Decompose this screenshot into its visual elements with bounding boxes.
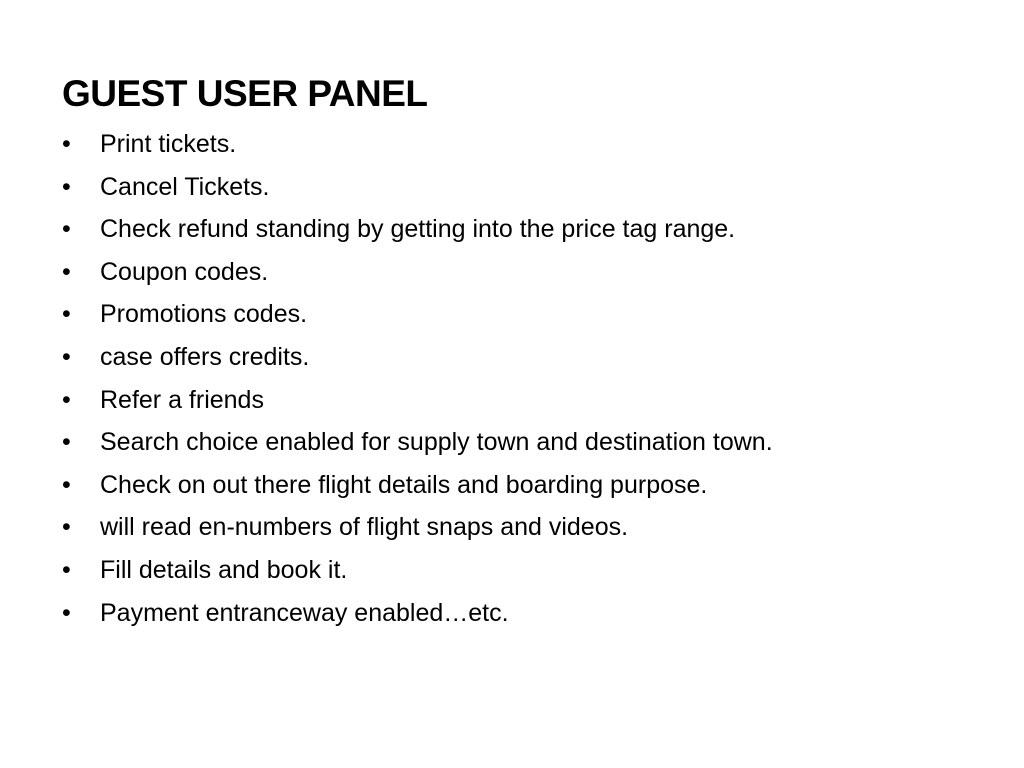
list-item: [62, 127, 962, 161]
list-item: [62, 596, 962, 630]
list-item: [62, 255, 962, 289]
list-item: [62, 340, 962, 374]
slide-title: GUEST USER PANEL: [62, 73, 428, 114]
list-item-text: Refer a friends: [100, 385, 264, 414]
list-item: [62, 510, 962, 544]
list-item: [62, 553, 962, 587]
list-item-text: Search choice enabled for supply town and destination town.: [100, 428, 773, 457]
list-item: [62, 212, 962, 246]
bullet-icon: •: [62, 130, 71, 158]
bullet-icon: •: [62, 215, 71, 244]
bullet-icon: •: [62, 470, 71, 499]
list-item-text: case offers credits.: [100, 342, 310, 371]
list-item-text: Fill details and book it.: [100, 555, 348, 584]
bullet-list: [62, 127, 962, 638]
list-item-text: Payment entranceway enabled…etc.: [100, 598, 509, 627]
list-item-text: Print tickets.: [100, 130, 237, 158]
bullet-icon: •: [62, 385, 71, 414]
list-item: [62, 170, 962, 204]
bullet-icon: •: [62, 300, 71, 329]
list-item: [62, 425, 962, 459]
list-item-text: Cancel Tickets.: [100, 172, 270, 201]
bullet-icon: •: [62, 342, 71, 371]
bullet-icon: •: [62, 172, 71, 201]
list-item: [62, 297, 962, 331]
bullet-icon: •: [62, 513, 71, 542]
bullet-icon: •: [62, 257, 71, 286]
bullet-icon: •: [62, 598, 71, 627]
bullet-icon: •: [62, 555, 71, 584]
list-item-text: will read en-numbers of flight snaps and videos.: [100, 513, 629, 542]
list-item-text: Check refund standing by getting into the price tag range.: [100, 215, 736, 244]
list-item-text: Coupon codes.: [100, 257, 269, 286]
list-item: [62, 383, 962, 417]
list-item-text: Promotions codes.: [100, 300, 308, 329]
bullet-icon: •: [62, 428, 71, 457]
list-item-text: Check on out there flight details and boarding purpose.: [100, 470, 708, 499]
list-item: [62, 468, 962, 502]
